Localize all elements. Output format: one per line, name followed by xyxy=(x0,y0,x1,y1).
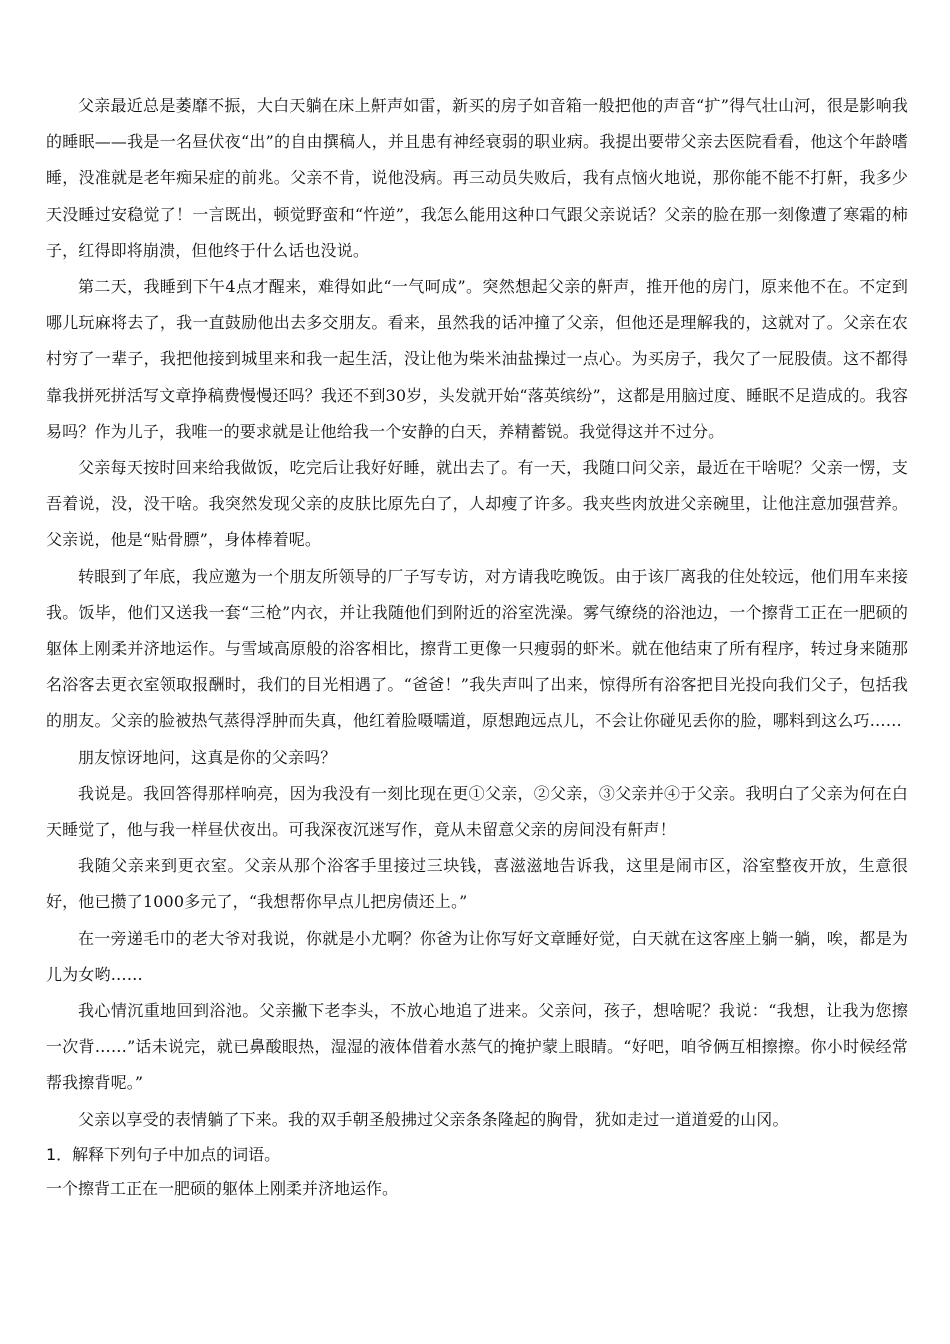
paragraph: 转眼到了年底，我应邀为一个朋友所领导的厂子写专访，对方请我吃晚饭。由于该厂离我的住处较远，他们用车来接我。饭毕，他们又送我一套“三枪”内衣，并让我随他们到附近的浴室洗澡。雾气缭绕的浴池边，一个擦背工正在一肥硕的躯体上刚柔并济地运作。与雪域高原般的浴客相比，擦背工更像一只瘦弱的虾米。就在他结束了所有程序，转过身来随那名浴客去更衣室领取报酬时，我们的目光相遇了。“爸爸！”我失声叫了出来，惊得所有浴客把目光投向我们父子，包括我的朋友。父亲的脸被热气蒸得浮肿而失真，他红着脸嗫嚅道，原想跑远点儿，不会让你碰见丢你的脸，哪料到这么巧…… xyxy=(46,566,908,731)
question-1-label: 1．解释下列句子中加点的词语。 xyxy=(46,1144,281,1164)
paragraph: 父亲最近总是萎靡不振，大白天躺在床上鼾声如雷，新买的房子如音箱一般把他的声音“扩”得气壮山河，很是影响我的睡眠——我是一名昼伏夜“出”的自由撰稿人，并且患有神经衰弱的职业病。我提出要带父亲去医院看看，他这个年龄嗜睡，没准就是老年痴呆症的前兆。父亲不肯，说他没病。再三动员失败后，我有点恼火地说，那你能不能不打鼾，我多少天没睡过安稳觉了！一言既出，顿觉野蛮和“忤逆”，我怎么能用这种口气跟父亲说话？父亲的脸在那一刻像遭了寒霜的柿子，红得即将崩溃，但他终于什么话也没说。 xyxy=(46,96,908,260)
paragraph: 在一旁递毛巾的老大爷对我说，你就是小尤啊？你爸为让你写好文章睡好觉，白天就在这客座上躺一躺，唉，都是为儿为女哟…… xyxy=(46,928,908,984)
paragraph: 朋友惊讶地问，这真是你的父亲吗？ xyxy=(78,747,337,767)
article-body xyxy=(46,88,908,1138)
paragraph: 第二天，我睡到下午4点才醒来，难得如此“一气呵成”。突然想起父亲的鼾声，推开他的房门，原来他不在。不定到哪儿玩麻将去了，我一直鼓励他出去多交朋友。看来，虽然我的话冲撞了父亲，但他还是理解我的，这就对了。父亲在农村穷了一辈子，我把他接到城里来和我一起生活，没让他为柴米油盐操过一点心。为买房子，我欠了一屁股债。这不都得靠我拼死拼活写文章挣稿费慢慢还吗？我还不到30岁，头发就开始“落英缤纷”，这都是用脑过度、睡眠不足造成的。我容易吗？作为儿子，我唯一的要求就是让他给我一个安静的白天，养精蓄锐。我觉得这并不过分。 xyxy=(46,277,908,441)
document-page xyxy=(46,88,908,1206)
question-1-sentence: 一个擦背工正在一肥硕的躯体上刚柔并济地运作。 xyxy=(46,1178,399,1198)
paragraph: 父亲以享受的表情躺了下来。我的双手朝圣般拂过父亲条条隆起的胸骨，犹如走过一道道爱的山冈。 xyxy=(78,1109,789,1129)
paragraph: 父亲每天按时回来给我做饭，吃完后让我好好睡，就出去了。有一天，我随口问父亲，最近在干啥呢？父亲一愣，支吾着说，没，没干啥。我突然发现父亲的皮肤比原先白了，人却瘦了许多。我夹些肉放进父亲碗里，让他注意加强营养。父亲说，他是“贴骨膘”，身体棒着呢。 xyxy=(46,458,908,550)
paragraph: 我心情沉重地回到浴池。父亲撇下老李头，不放心地追了进来。父亲问，孩子，想啥呢？我说：“我想，让我为您擦一次背……”话未说完，就已鼻酸眼热，湿湿的液体借着水蒸气的掩护蒙上眼睛。“好吧，咱爷俩互相擦擦。你小时候经常帮我擦背呢。” xyxy=(46,1001,908,1093)
paragraph: 我说是。我回答得那样响亮，因为我没有一刻比现在更①父亲，②父亲，③父亲并④于父亲。我明白了父亲为何在白天睡觉了，他与我一样昼伏夜出。可我深夜沉迷写作，竟从未留意父亲的房间没有鼾声！ xyxy=(46,783,908,840)
paragraph: 我随父亲来到更衣室。父亲从那个浴客手里接过三块钱，喜滋滋地告诉我，这里是闹市区，浴室整夜开放，生意很好，他已攒了1000多元了，“我想帮你早点儿把房债还上。” xyxy=(46,856,908,912)
question-section xyxy=(46,1138,908,1206)
